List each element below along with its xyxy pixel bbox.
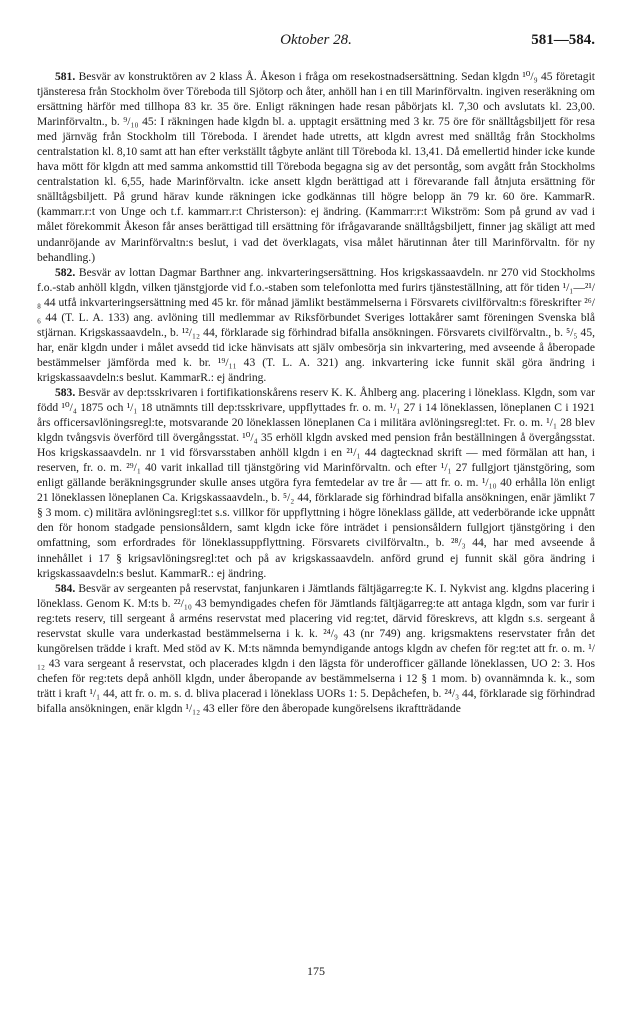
case-number: 584. (55, 582, 76, 595)
case-paragraph (37, 266, 595, 386)
case-paragraph (37, 70, 595, 266)
page-number: 175 (307, 964, 325, 978)
case-paragraph (37, 386, 595, 582)
header-date: Oktober 28. (280, 32, 352, 48)
case-text: Besvär av konstruktören av 2 klass Å. Åkeson i fråga om resekostnadsersättning. Sedan klgdn ¹⁰/₉ 45 företagit tjänsteresa från Stockholm över Töreboda till Sjötorp och åter, anhöll han i en till Marinförvaltn. ingiven reseräkning om ersättning härför med tillhopa 83 kr. 35 öre. Enligt räkningen hade resan påbörjats kl. 7,30 och avslutats kl. 23,00. Marinförvaltn., b. ⁹/₁₀ 45: I räkningen hade klgdn bl. a. upptagit ersättning med 3 kr. 75 öre för snälltågsbiljett för resa med järnväg från Stockholm till Töreboda. I ärendet hade utretts, att klgdn avrest med snälltåg från Stockholms centralstation kl. 8,10 samt att han efter verkställt tågbyte anlänt till Töreboda kl. 13,41. Då emellertid hinder icke kunde hava mött för klgdn att med samma ankomsttid till Töreboda begagna sig av det persontåg, som avgått från Stockholms centralstation kl. 6,55, hade Marinförvaltn. icke ansett klgdn berättigad att i förevarande fall åtnjuta ersättning för snälltågsbiljett. På grund härav kunde räkningen icke godkännas till högre belopp än 79 kr. 60 öre. KammarR. (kammarr.r:t von Unge och t.f. kammarr.r:t Christerson): ej ändring. (Kammarr:r:t Wikström: Som på grund av vad i målet förekommit Åkeson får anses berättigad till ersättning för ifrågavarande snälltågsbiljett, finner jag skäligt att med undanröjande av Marinförvaltn:s beslut, i vad det överklagats, visa målet härutinnan åter till Marinförvaltn. för ny behandling.) (37, 71, 595, 264)
case-text: Besvär av dep:tsskrivaren i fortifikationskårens reserv K. K. Åhlberg ang. placering i löneklass. Klgdn, som var född ¹⁰/₄ 1875 och ¹/₁ 18 utnämnts till dep:tsskrivare, uppflyttades fr. o. m. ¹/₁ 27 i 14 löneklassen, löneplanen C i 1921 års officersavlöningsregl:te, motsvarande 20 löneklassen löneplanen Ca i militära avlöningsregl:tet. Fr. o. m. ¹/₁ 28 blev klgdn tvångsvis överförd till övergångsstat. ¹⁰/₄ 35 erhöll klgdn avsked med pension från beställningen å övergångsstat. Hos krigskassaavdeln. nr 1 vid försvarsstaben anhöll klgdn i en ²¹/₁ 44 dagtecknad skrift — med förmälan att han, i reserven, fr. o. m. ²⁹/₁ 40 varit inkallad till tjänstgöring vid Marinförvaltn. och efter ¹/₁ 27 fullgjort tjänstgöring, som enligt gällande beräkningsgrunder skulle anses utgöra fyra femtedelar av tre år — att fr. o. m. ¹/₁₀ 40 erhålla lön enligt 21 löneklassen löneplanen Ca. Krigskassaavdeln., b. ⁵/₂ 44, förklarade sig förhindrad bifalla ansökningen, enär jämlikt 7 § 3 mom. c) militära avlöningsregl:tet s.s. villkor för uppflyttning i högre löneklass gällde, att vederbörande icke uppnått den för honom stadgade pensionsåldern, samt klgdn icke före inträdet i pensionsåldern fullgjort tjänstgöring i den omfattning, som erfordrades för löneklassuppflyttning. Försvarets civilförvaltn., b. ²⁸/₃ 44, har med avseende å innehållet i 17 § krigsavlöningsregl:tet och på av krigskassaavdeln. anförd grund ej funnit skäl göra ändring i krigskassaavdeln:s beslut. KammarR.: ej ändring. (37, 386, 596, 580)
case-text: Besvär av lottan Dagmar Barthner ang. inkvarteringsersättning. Hos krigskassaavdeln. nr 270 vid Stockholms f.o.-stab anhöll klgdn, vilken tjänstgjorde vid f.o.-staben som telefonlotta med furirs tjänsteställning, att för tiden ¹/₁—²¹/₈ 44 utfå inkvarteringsersättning med 45 kr. för månad jämlikt bestämmelserna i Försvarets civilförvaltn:s föreskrifter ²⁶/₆ 44 (T. L. A. 133) ang. avlöning till medlemmar av Riksförbundet Sveriges lottakårer samt föreningen Svenska blå stjärnan. Krigskassaavdeln., b. ¹²/₁₂ 44, förklarade sig förhindrad bifalla ansökningen. Försvarets civilförvaltn., b. ⁵/₅ 45, har, enär klgdn under i målet avsedd tid icke hänvisats att själv ombesörja sin inkvartering, med avseende å åberopade bestämmelser jämförda med k. br. ¹⁹/₁₁ 43 (T. L. A. 321) ang. inkvartering icke funnit skäl göra ändring i krigskassaavdeln:s beslut. KammarR.: ej ändring. (37, 266, 595, 384)
case-number: 582. (55, 266, 76, 279)
case-text: Besvär av sergeanten på reservstat, fanjunkaren i Jämtlands fältjägarreg:te K. I. Nykvist ang. klgdns placering i löneklass. Genom K. M:ts b. ²²/₁₀ 43 bemyndigades chefen för Jämtlands fältjägarreg:te att antaga klgdn, som var furir i reg:tets reserv, till sergeant å arméns reservstat med placering vid reg:tet, därvid föreskrevs, att klgdn s.s. sergeant å reservstat skulle vara underkastad bestämmelserna i k. k. ²⁴/₉ 43 (nr 749) ang. krigsmaktens reservstater från det kungörelsen trädde i kraft. Med stöd av K. M:ts nämnda bemyndigande antogs klgdn av chefen för reg:tet att fr. o. m. ¹/₁₂ 43 vara sergeant å reservstat, och placerades klgdn i den lägsta för underofficer gällande löneklassen, UO 2: 3. Hos chefen för reg:tets depå anhöll klgdn, under åberopande av bestämmelserna i 12 § 1 mom. b) ovannämnda k. k., som trätt i kraft ¹/₁ 44, att fr. o. m. s. d. bliva placerad i löneklass UORs 1: 5. Depåchefen, b. ²⁴/₃ 44, förklarade sig förhindrad bifalla ansökningen, enär klgdn ¹/₁₂ 43 eller före den åberopade kungörelsens ikraftträdande (37, 582, 596, 715)
header-case-range: 581—584. (531, 32, 595, 48)
case-number: 583. (55, 386, 76, 399)
case-number: 581. (55, 71, 76, 83)
document-page (37, 32, 596, 978)
body-text (37, 70, 595, 717)
case-paragraph (37, 582, 595, 717)
running-header (37, 32, 595, 54)
